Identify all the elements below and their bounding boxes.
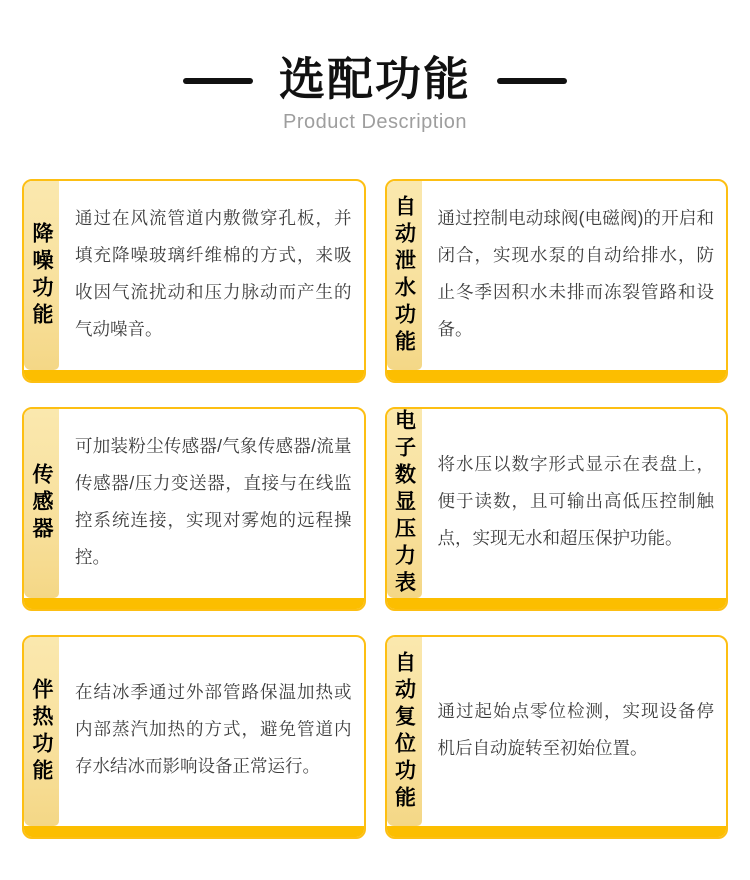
card-body bbox=[422, 181, 727, 370]
card-label-strip bbox=[24, 637, 59, 826]
feature-card-sensors bbox=[22, 407, 366, 611]
card-body bbox=[422, 409, 727, 598]
card-bottom-bar bbox=[387, 826, 727, 837]
card-text: 通过在风流管道内敷微穿孔板，并填充降噪玻璃纤维棉的方式，来吸收因气流扰动和压力脉动而产生的气动噪音。 bbox=[75, 207, 352, 339]
card-label-strip bbox=[387, 181, 422, 370]
card-label: 自动复位功能 bbox=[392, 650, 416, 813]
card-label: 自动泄水功能 bbox=[392, 194, 416, 357]
card-text: 在结冰季通过外部管路保温加热或内部蒸汽加热的方式，避免管道内存水结冰而影响设备正常运行。 bbox=[75, 682, 352, 776]
page-title: 选配功能 bbox=[279, 53, 471, 105]
title-dash-right bbox=[497, 78, 567, 84]
feature-card-auto-reset bbox=[385, 635, 729, 839]
card-label-strip bbox=[387, 409, 422, 598]
card-label: 降噪功能 bbox=[30, 221, 53, 330]
section-header bbox=[0, 0, 750, 134]
card-bottom-bar bbox=[24, 598, 364, 609]
card-text: 通过起始点零位检测，实现设备停机后自动旋转至初始位置。 bbox=[437, 700, 714, 758]
feature-card-heat-tracing bbox=[22, 635, 366, 839]
feature-card-noise-reduction bbox=[22, 179, 366, 383]
feature-card-auto-drain bbox=[385, 179, 729, 383]
card-bottom-bar bbox=[387, 370, 727, 381]
card-bottom-bar bbox=[387, 598, 727, 609]
card-label-strip bbox=[24, 181, 59, 370]
card-text: 通过控制电动球阀(电磁阀)的开启和闭合，实现水泵的自动给排水，防止冬季因积水未排而冻裂管路和设备。 bbox=[437, 207, 714, 339]
card-label: 传感器 bbox=[30, 463, 53, 544]
title-dash-left bbox=[183, 78, 253, 84]
card-label-strip bbox=[387, 637, 422, 826]
page-subtitle: Product Description bbox=[282, 111, 468, 133]
card-text: 将水压以数字形式显示在表盘上，便于读数，且可输出高低压控制触点，实现无水和超压保护功能。 bbox=[437, 454, 714, 548]
card-body bbox=[422, 637, 727, 826]
feature-card-grid bbox=[22, 179, 728, 839]
title-row bbox=[0, 54, 750, 104]
card-body bbox=[59, 409, 364, 598]
card-label: 电子数显压力表 bbox=[392, 409, 416, 598]
card-label-strip bbox=[24, 409, 59, 598]
card-bottom-bar bbox=[24, 826, 364, 837]
card-label: 伴热功能 bbox=[30, 677, 53, 786]
card-body bbox=[59, 181, 364, 370]
card-text: 可加装粉尘传感器/气象传感器/流量传感器/压力变送器，直接与在线监控系统连接，实现对雾炮的远程操控。 bbox=[75, 435, 352, 567]
card-body bbox=[59, 637, 364, 826]
feature-card-digital-pressure-gauge bbox=[385, 407, 729, 611]
card-bottom-bar bbox=[24, 370, 364, 381]
